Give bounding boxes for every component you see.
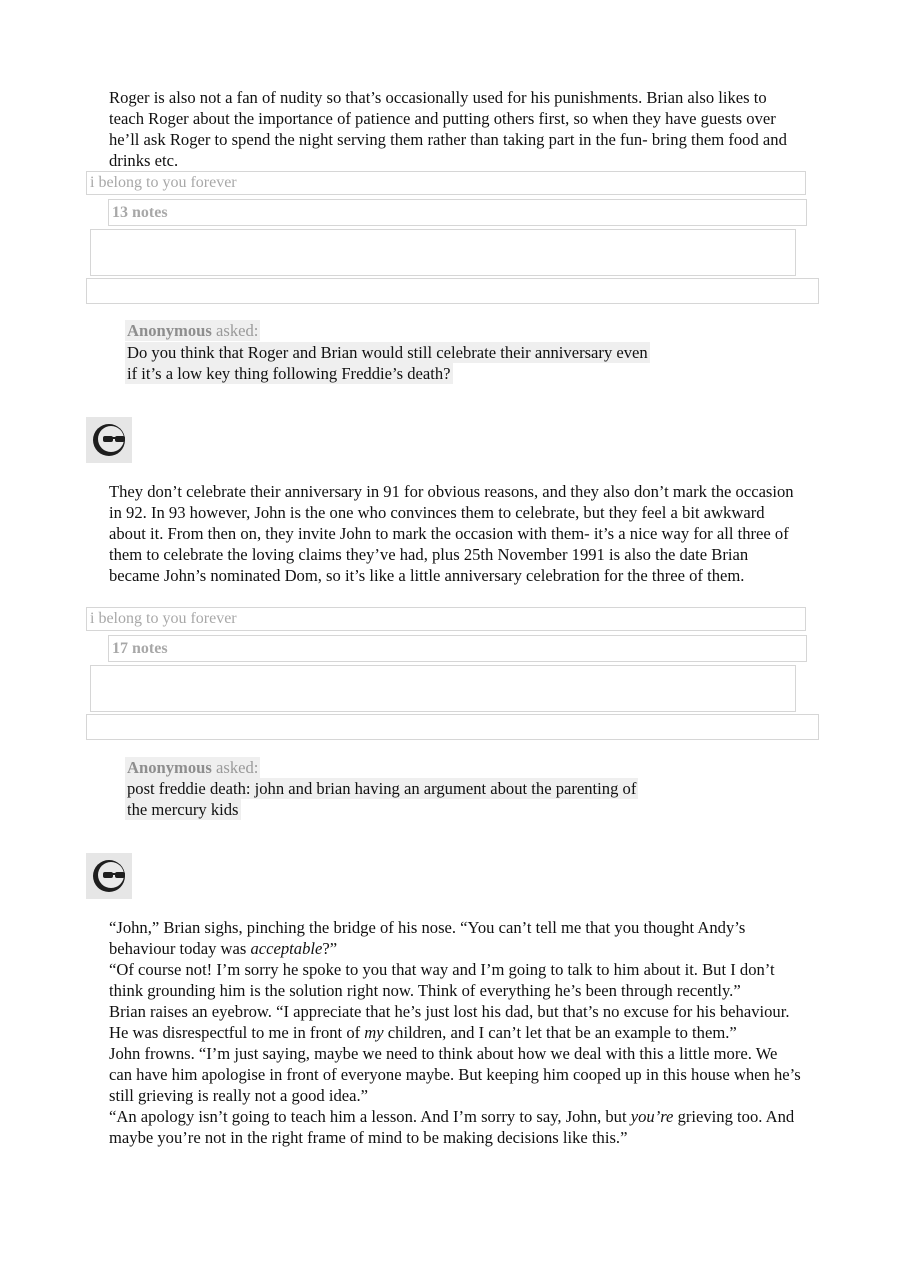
asker-name[interactable]: Anonymous xyxy=(127,758,212,777)
post-footer xyxy=(86,278,819,304)
ask-question-line: the mercury kids xyxy=(127,800,239,819)
post-footer xyxy=(86,714,819,740)
asked-label: asked: xyxy=(216,321,259,340)
post-tag-link[interactable]: i belong to you forever xyxy=(86,607,806,631)
dialog-paragraph: “John,” Brian sighs, pinching the bridge of his nose. “You can’t tell me that you thought Andy’s behaviour today was acceptable?” xyxy=(109,918,746,958)
ask-question-line: post freddie death: john and brian having an argument about the parenting of xyxy=(127,779,637,798)
notes-panel xyxy=(90,229,796,276)
sunglasses-avatar-icon xyxy=(86,853,132,899)
dialog-paragraph: “Of course not! I’m sorry he spoke to you that way and I’m going to talk to him about it. But I don’t think grounding him is the solution right now. Think of everything he’s been through recently.” xyxy=(109,960,775,1000)
ask-question-line: Do you think that Roger and Brian would still celebrate their anniversary even xyxy=(127,343,648,362)
sunglasses-avatar-icon xyxy=(86,417,132,463)
notes-count-link[interactable]: 17 notes xyxy=(108,635,807,662)
notes-panel xyxy=(90,665,796,712)
ask-header xyxy=(125,757,260,778)
post-body xyxy=(109,917,801,1148)
dialog-paragraph: Brian raises an eyebrow. “I appreciate that he’s just lost his dad, but that’s no excuse for his behaviour. He was disrespectful to me in front of my children, and I can’t let that be an example to them.” xyxy=(109,1002,790,1042)
ask-question-line: if it’s a low key thing following Freddie’s death? xyxy=(127,364,451,383)
avatar[interactable] xyxy=(86,853,132,899)
asker-name[interactable]: Anonymous xyxy=(127,321,212,340)
post-body: They don’t celebrate their anniversary in 91 for obvious reasons, and they also don’t mark the occasion in 92. In 93 however, John is the one who convinces them to celebrate, but they feel a bit awkward about it. From then on, they invite John to mark the occasion with them- it’s a nice way for all three of them to celebrate the loving claims they’ve had, plus 25th November 1991 is also the date Brian became John’s nominated Dom, so it’s like a little anniversary celebration for the three of them. xyxy=(109,482,794,585)
notes-count-link[interactable]: 13 notes xyxy=(108,199,807,226)
avatar[interactable] xyxy=(86,417,132,463)
asked-label: asked: xyxy=(216,758,259,777)
ask-header xyxy=(125,320,260,341)
post-body: Roger is also not a fan of nudity so that’s occasionally used for his punishments. Brian also likes to teach Roger about the importance of patience and putting others first, so when they have guests over he’ll ask Roger to spend the night serving them rather than taking part in the fun- bring them food and drinks etc. xyxy=(109,88,787,170)
dialog-paragraph: “An apology isn’t going to teach him a lesson. And I’m sorry to say, John, but you’re grieving too. And maybe you’re not in the right frame of mind to be making decisions like this.” xyxy=(109,1107,795,1147)
dialog-paragraph: John frowns. “I’m just saying, maybe we need to think about how we deal with this a little more. We can have him apologise in front of everyone maybe. But keeping him cooped up in this house when he’s still grieving is really not a good idea.” xyxy=(109,1044,801,1105)
post-tag-link[interactable]: i belong to you forever xyxy=(86,171,806,195)
